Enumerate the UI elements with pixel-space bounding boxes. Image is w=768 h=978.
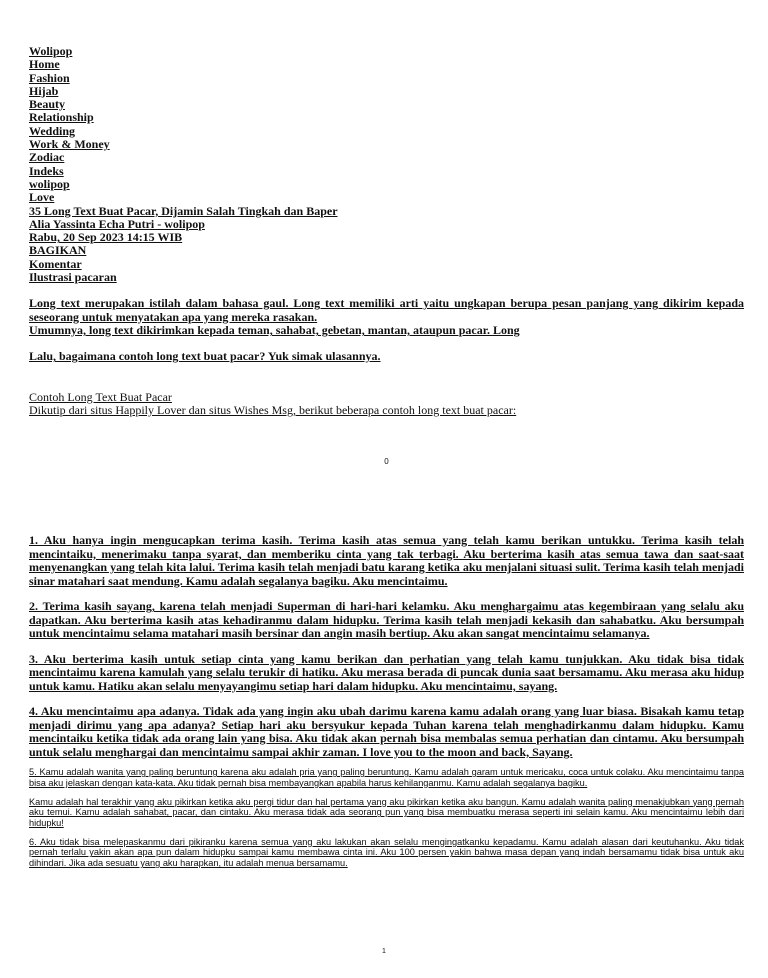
list-item: 3. Aku berterima kasih untuk setiap cinta yang kamu berikan dan perhatian yang telah kamu tunjukkan. Aku tidak bisa tidak mencintaimu karena kamulah yang selalu terukir di hatiku. Aku merasa berada di puncak dunia saat bersamamu. Aku merasa aku hidup untuk kamu. Hatiku akan selalu menyayangimu setiap hari dalam hidupku. Aku mencintaimu, sayang.	[29, 651, 744, 693]
site-nav	[29, 45, 744, 205]
nav-link-wedding[interactable]: Wedding	[29, 123, 76, 138]
page-number: 1	[382, 948, 386, 955]
article-title: 35 Long Text Buat Pacar, Dijamin Salah Tingkah dan Baper	[29, 203, 338, 218]
nav-link-beauty[interactable]: Beauty	[29, 97, 65, 112]
section-heading: Contoh Long Text Buat Pacar	[29, 389, 172, 404]
intro-paragraph-2: Umumnya, long text dikirimkan kepada teman, sahabat, gebetan, mantan, ataupun pacar. Long	[29, 322, 520, 337]
comments-link[interactable]: Komentar	[29, 256, 82, 271]
section-intro: Dikutip dari situs Happily Lover dan situs Wishes Msg, berikut beberapa contoh long text buat pacar:	[29, 402, 517, 417]
nav-link-love[interactable]: Love	[29, 190, 55, 205]
nav-link-wolipop[interactable]: Wolipop	[29, 44, 73, 58]
article-meta	[29, 205, 744, 285]
document-page	[29, 45, 744, 869]
nav-link-zodiac[interactable]: Zodiac	[29, 150, 65, 165]
list-item: 1. Aku hanya ingin mengucapkan terima kasih. Terima kasih atas semua yang telah kamu berikan untukku. Terima kasih telah mencintaiku, menerimaku tanpa syarat, dan memberiku cinta yang tak terbagi. Aku berterima kasih atas semua tawa dan saat-saat menyenangkan yang telah kita lalui. Terima kasih telah menjadi batu karang ketika aku menjalani situasi sulit. Terima kasih telah menjadi sinar matahari saat mendung. Kamu adalah segalanya bagiku. Aku mencintaimu.	[29, 533, 744, 588]
share-button[interactable]: BAGIKAN	[29, 243, 87, 258]
intro-paragraph-3: Lalu, bagaimana contoh long text buat pacar? Yuk simak ulasannya.	[29, 349, 381, 364]
nav-link-work-money[interactable]: Work & Money	[29, 137, 110, 152]
list-item: 5. Kamu adalah wanita yang paling beruntung karena aku adalah pria yang paling beruntung. Kamu adalah garam untuk mericaku, coca untuk colaku. Aku mencintaimu tanpa bisa aku jelaskan dengan kata-kata. Aku tidak pernah bisa membayangkan apabila harus kehilanganmu. Kamu adalah segalanya bagiku.	[29, 767, 744, 788]
image-caption: Ilustrasi pacaran	[29, 270, 117, 285]
list-item: 2. Terima kasih sayang, karena telah menjadi Superman di hari-hari kelamku. Aku menghargaimu atas kegembiraan yang selalu aku dapatkan. Aku berterima kasih atas kehadiranmu dalam hidupku. Terima kasih telah menjadi kekasih dan sahabatku. Aku bersumpah untuk mencintaimu selama matahari masih bersinar dan angin masih bertiup. Aku akan sangat mencintaimu selamanya.	[29, 599, 744, 641]
list-item: 6. Aku tidak bisa melepaskanmu dari pikiranku karena semua yang aku lakukan akan selalu mengingatkanku kepadamu. Kamu adalah alasan dari keutuhanku. Aku tidak pernah terlalu yakin akan apa pun dalam hidupku sampai kamu membawa cinta ini. Aku 100 persen yakin bahwa masa depan yang indah bersamamu tidak bisa untuk aku dihindari. Jika ada sesuatu yang aku harapkan, itu adalah menua bersamamu.	[29, 836, 744, 869]
nav-link-wolipop-lower[interactable]: wolipop	[29, 176, 70, 191]
list-item: Kamu adalah hal terakhir yang aku pikirkan ketika aku pergi tidur dan hal pertama yang aku pikirkan ketika aku bangun. Kamu adalah wanita paling menakjubkan yang pernah aku temui. Kamu adalah sahabat, pacar, dan cintaku. Aku merasa tidak ada seorang pun yang bisa membuatku merasa seperti ini selain kamu. Aku mencintaimu lebih dari hidupku!	[29, 796, 744, 828]
article-date: Rabu, 20 Sep 2023 14:15 WIB	[29, 230, 183, 245]
intro-paragraph-1: Long text merupakan istilah dalam bahasa gaul. Long text memiliki arti yaitu ungkapan berupa pesan panjang yang dikirim kepada seseorang untuk menyatakan apa yang mereka rasakan.	[29, 296, 744, 324]
ad-counter: 0	[384, 457, 389, 467]
nav-link-hijab[interactable]: Hijab	[29, 83, 59, 98]
nav-link-indeks[interactable]: Indeks	[29, 163, 64, 178]
list-item: 4. Aku mencintaimu apa adanya. Tidak ada yang ingin aku ubah darimu karena kamu adalah orang yang luar biasa. Bisakah kamu tetap menjadi dirimu yang apa adanya? Setiap hari aku bersyukur kepada Tuhan karena telah menghadirkanmu dalam hidupku. Kamu mencintaiku ketika tidak ada orang lain yang bisa. Aku tidak akan pernah bisa membalas semua perhatian dan cintamu. Aku bersumpah untuk selalu menghargai dan mencintaimu sampai akhir zaman. I love you to the moon and back, Sayang.	[29, 704, 744, 759]
nav-link-home[interactable]: Home	[29, 57, 60, 72]
nav-link-fashion[interactable]: Fashion	[29, 70, 70, 85]
article-author[interactable]: Alia Yassinta Echa Putri - wolipop	[29, 216, 205, 231]
nav-link-relationship[interactable]: Relationship	[29, 110, 94, 125]
